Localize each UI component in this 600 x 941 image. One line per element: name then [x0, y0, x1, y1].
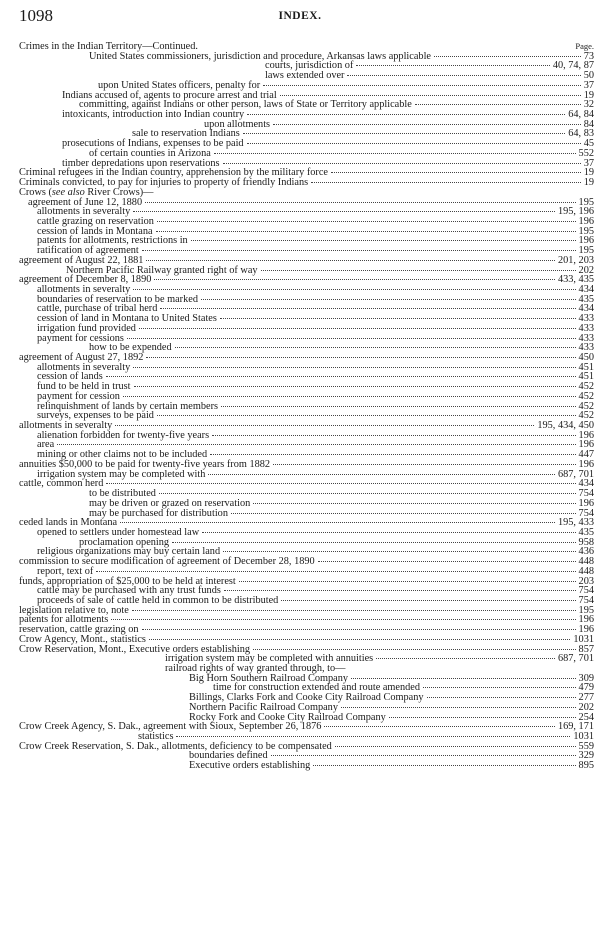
leader-dots	[115, 425, 534, 426]
leader-dots	[123, 396, 576, 397]
leader-dots	[208, 474, 555, 475]
entry-text: allotments in severalty	[37, 283, 131, 295]
leader-dots	[139, 328, 576, 329]
leader-dots	[271, 755, 576, 756]
leader-dots	[172, 542, 575, 543]
entry-text: may be driven or grazed on reservation	[89, 497, 251, 509]
page-title: INDEX.	[278, 10, 322, 22]
leader-dots	[263, 85, 580, 86]
entry-text: Northern Pacific Railroad Company	[189, 701, 338, 713]
leader-dots	[224, 590, 576, 591]
leader-dots	[311, 182, 581, 183]
leader-dots	[202, 532, 575, 533]
leader-dots	[157, 221, 576, 222]
page-reference: 196	[578, 624, 594, 636]
page-reference: 195, 433	[557, 517, 594, 529]
page-reference: 434	[578, 303, 594, 315]
entry-text: cattle grazing on reservation	[37, 215, 154, 227]
page-reference: 452	[578, 381, 594, 393]
leader-dots	[156, 231, 576, 232]
entry-text: Rocky Fork and Cooke City Railroad Company	[189, 711, 386, 723]
entry-text: sale to reservation Indians	[132, 128, 240, 140]
leader-dots	[212, 435, 575, 436]
page-reference: 451	[578, 361, 594, 373]
leader-dots	[221, 406, 576, 407]
entry-text: cattle may be purchased with any trust funds	[37, 585, 221, 597]
page-reference: 196	[578, 497, 594, 509]
index-entry	[19, 557, 594, 567]
page-reference: 19	[583, 89, 594, 101]
page-reference: 448	[578, 556, 594, 568]
page-reference: 277	[578, 692, 594, 704]
entry-text: surveys, expenses to be paid	[37, 410, 154, 422]
leader-dots	[247, 114, 565, 115]
page-reference: 1031	[573, 633, 594, 645]
page-reference: 754	[578, 585, 594, 597]
page-reference: 435	[578, 526, 594, 538]
index-entry	[19, 470, 594, 480]
entry-text: religious organizations may buy certain land	[37, 546, 221, 558]
leader-dots	[223, 163, 581, 164]
leader-dots	[231, 513, 576, 514]
page-reference: 202	[578, 701, 594, 713]
entry-text: courts, jurisdiction of	[265, 60, 354, 72]
entry-text: how to be expended	[89, 342, 172, 354]
entry-text: Criminals convicted, to pay for injuries to property of friendly Indians	[19, 177, 309, 189]
page-reference: 195	[578, 225, 594, 237]
page-reference: 73	[583, 50, 594, 62]
entry-text: upon allotments	[204, 118, 271, 130]
page-reference: 195, 196	[557, 206, 594, 218]
page-reference: 196	[578, 429, 594, 441]
page-reference: 202	[578, 264, 594, 276]
entry-text: may be purchased for distribution	[89, 507, 228, 519]
leader-dots	[210, 454, 575, 455]
leader-dots	[157, 415, 576, 416]
entry-text: annuities $50,000 to be paid for twenty-five years from 1882	[19, 458, 271, 470]
entry-text: alienation forbidden for twenty-five years	[37, 429, 210, 441]
leader-dots	[201, 299, 576, 300]
leader-dots	[273, 124, 581, 125]
index-entry	[19, 431, 594, 441]
leader-dots	[133, 367, 575, 368]
index-entry	[19, 722, 594, 732]
entry-text: reservation, cattle grazing on	[19, 624, 139, 636]
leader-dots	[261, 270, 576, 271]
leader-dots	[106, 376, 576, 377]
entry-text: irrigation system may be completed with annuities	[165, 653, 374, 665]
leader-dots	[134, 386, 576, 387]
entry-text: committing, against Indians or other person, laws of State or Territory applicable	[79, 99, 412, 111]
leader-dots	[427, 697, 576, 698]
entry-text: funds, appropriation of $25,000 to be held at interest	[19, 575, 236, 587]
page-reference: 64, 84	[568, 109, 594, 121]
entry-text: Crow Creek Agency, S. Dak., agreement with Sioux, September 26, 1876	[19, 721, 322, 733]
entry-text: ceded lands in Montana	[19, 517, 118, 529]
entry-text: cattle, common herd	[19, 478, 104, 490]
page-reference: 19	[583, 167, 594, 179]
page-reference: 433	[578, 332, 594, 344]
page-reference: 195	[578, 604, 594, 616]
entry-text: payment for cessions	[37, 332, 124, 344]
entry-text: railroad rights of way granted through, to—	[165, 663, 346, 674]
entry-text: legislation relative to, note	[19, 604, 129, 616]
leader-dots	[223, 551, 575, 552]
entry-text: agreement of June 12, 1880	[28, 196, 143, 208]
entry-text: Executive orders establishing	[189, 760, 311, 772]
leader-dots	[243, 133, 565, 134]
leader-dots	[351, 678, 576, 679]
leader-dots	[133, 289, 575, 290]
entry-text: allotments in severalty	[37, 206, 131, 218]
leader-dots	[313, 765, 575, 766]
index-entry	[19, 120, 594, 130]
page-reference: 436	[578, 546, 594, 558]
entry-text: timber depredations upon reservations	[62, 157, 220, 169]
entry-text: proceeds of sale of cattle held in common to be distributed	[37, 594, 279, 606]
entry-text: cattle, purchase of tribal herd	[37, 303, 158, 315]
page-number: 1098	[19, 6, 53, 25]
index-entry	[19, 363, 594, 373]
entry-text: boundaries of reservation to be marked	[37, 293, 198, 305]
entry-text: Crow Reservation, Mont., Executive orders establishing	[19, 643, 251, 655]
page-reference: 687, 701	[557, 468, 594, 480]
entry-text: Crow Creek Reservation, S. Dak., allotments, deficiency to be compensated	[19, 740, 332, 752]
entry-text: agreement of August 22, 1881	[19, 254, 144, 266]
page-reference: 433, 435	[557, 274, 594, 286]
leader-dots	[176, 736, 570, 737]
entry-text: Big Horn Southern Railroad Company	[189, 672, 349, 684]
page-reference: 450	[578, 352, 594, 363]
leader-dots	[96, 571, 575, 572]
entry-text: Northern Pacific Railway granted right of way	[66, 264, 258, 276]
page-reference: 195	[578, 245, 594, 257]
leader-dots	[318, 561, 576, 562]
entry-text: report, text of	[37, 565, 94, 577]
page-reference: 857	[578, 643, 594, 655]
entry-text: boundaries defined	[189, 750, 268, 762]
entry-text: of certain counties in Arizona	[89, 147, 211, 159]
leader-dots	[149, 639, 571, 640]
page-reference: 196	[578, 439, 594, 451]
entry-text: relinquishment of lands by certain members	[37, 400, 219, 412]
entry-text: proclamation opening	[79, 536, 170, 548]
page-reference: 254	[578, 711, 594, 723]
page-reference: 19	[583, 177, 594, 189]
entry-text: payment for cession	[37, 390, 120, 402]
page-reference: 448	[578, 565, 594, 577]
entry-text: statistics	[138, 731, 174, 743]
entry-text: Indians accused of, agents to procure arrest and trial	[62, 89, 277, 101]
entry-text: opened to settlers under homestead law	[37, 526, 200, 538]
entry-text: laws extended over	[265, 70, 345, 82]
leader-dots	[376, 658, 555, 659]
page-reference: 434	[578, 283, 594, 295]
entry-text: Crows (see also River Crows)—	[19, 186, 154, 198]
page-reference: 196	[578, 235, 594, 247]
page-reference: 196	[578, 458, 594, 470]
leader-dots	[133, 211, 555, 212]
leader-dots	[132, 610, 576, 611]
leader-dots	[142, 629, 576, 630]
page-reference: 201, 203	[557, 254, 594, 266]
page-reference: 84	[583, 118, 594, 130]
entry-text: ratification of agreement	[37, 245, 139, 257]
page-reference: 754	[578, 488, 594, 500]
leader-dots	[146, 357, 575, 358]
leader-dots	[154, 279, 555, 280]
page-reference: 433	[578, 322, 594, 334]
page-reference: 329	[578, 750, 594, 762]
entry-text: fund to be held in trust	[37, 381, 131, 393]
index-entries	[19, 42, 594, 771]
page-reference: 451	[578, 371, 594, 383]
leader-dots	[57, 444, 575, 445]
page-reference: 452	[578, 410, 594, 422]
entry-text: cession of lands	[37, 371, 103, 383]
leader-dots	[423, 687, 576, 688]
leader-dots	[356, 65, 549, 66]
leader-dots	[146, 260, 555, 261]
entry-text: Crow Agency, Mont., statistics	[19, 633, 146, 645]
page-reference: 32	[583, 99, 594, 111]
page-reference: 64, 83	[568, 128, 594, 140]
leader-dots	[341, 707, 576, 708]
page-reference: 433	[578, 313, 594, 325]
entry-text: agreement of December 8, 1890	[19, 274, 152, 286]
entry-text: patents for allotments	[19, 614, 109, 626]
leader-dots	[239, 581, 576, 582]
entry-text: area	[37, 439, 55, 451]
leader-dots	[191, 240, 576, 241]
leader-dots	[175, 347, 576, 348]
leader-dots	[214, 153, 576, 154]
entry-text: upon United States officers, penalty for	[98, 79, 261, 91]
entry-text: cession of lands in Montana	[37, 225, 153, 237]
page-reference: 50	[583, 70, 594, 82]
leader-dots	[434, 56, 581, 57]
leader-dots	[273, 464, 575, 465]
entry-text: mining or other claims not to be included	[37, 449, 208, 461]
leader-dots	[280, 95, 581, 96]
page-reference: 754	[578, 594, 594, 606]
page-reference: 958	[578, 536, 594, 548]
page-reference: 196	[578, 215, 594, 227]
entry-text: time for construction extended and route amended	[213, 682, 421, 694]
leader-dots	[324, 726, 554, 727]
leader-dots	[142, 250, 576, 251]
index-entry	[19, 742, 594, 752]
index-entry	[19, 110, 594, 120]
page-reference: 309	[578, 672, 594, 684]
leader-dots	[159, 493, 576, 494]
entry-text: commission to secure modification of agreement of December 28, 1890	[19, 556, 315, 568]
entry-text: United States commissioners, jurisdiction and procedure, Arkansas laws applicable	[89, 50, 432, 62]
page-header	[0, 6, 600, 28]
page-reference: 433	[578, 342, 594, 354]
entry-text: cession of land in Montana to United States	[37, 313, 217, 325]
entry-text: Crimes in the Indian Territory—Continued.	[19, 41, 198, 52]
page-reference: 434	[578, 478, 594, 490]
leader-dots	[111, 619, 575, 620]
page-reference: 559	[578, 740, 594, 752]
entry-text: agreement of August 27, 1892	[19, 352, 144, 363]
leader-dots	[415, 104, 581, 105]
entry-text: to be distributed	[89, 488, 156, 500]
leader-dots	[335, 746, 576, 747]
leader-dots	[160, 308, 575, 309]
entry-text: patents for allotments, restrictions in	[37, 235, 188, 247]
page-reference: 195	[578, 196, 594, 208]
page-reference: Page.	[575, 41, 594, 51]
page-reference: 37	[583, 79, 594, 91]
entry-text: intoxicants, introduction into Indian country	[62, 109, 245, 121]
page-reference: 479	[578, 682, 594, 694]
page-reference: 45	[583, 138, 594, 150]
leader-dots	[120, 522, 555, 523]
page-reference: 1031	[573, 731, 594, 743]
page-reference: 195, 434, 450	[537, 420, 594, 432]
page-reference: 40, 74, 87	[552, 60, 594, 72]
entry-text: allotments in severalty	[37, 361, 131, 373]
leader-dots	[389, 717, 576, 718]
entry-text: irrigation fund provided	[37, 322, 136, 334]
page-reference: 687, 701	[557, 653, 594, 665]
leader-dots	[145, 202, 575, 203]
page-reference: 754	[578, 507, 594, 519]
entry-text: Billings, Clarks Fork and Cooke City Railroad Company	[189, 692, 424, 704]
page-reference: 447	[578, 449, 594, 461]
page-reference: 435	[578, 293, 594, 305]
leader-dots	[347, 75, 580, 76]
entry-text: prosecutions of Indians, expenses to be paid	[62, 138, 244, 150]
leader-dots	[247, 143, 581, 144]
page-reference: 196	[578, 614, 594, 626]
page-reference: 37	[583, 157, 594, 169]
index-entry	[19, 761, 594, 771]
leader-dots	[106, 483, 575, 484]
page-reference: 203	[578, 575, 594, 587]
entry-text: Criminal refugees in the Indian country, apprehension by the military force	[19, 167, 328, 179]
leader-dots	[253, 649, 575, 650]
page-reference: 452	[578, 400, 594, 412]
leader-dots	[127, 338, 576, 339]
page-reference: 452	[578, 390, 594, 402]
leader-dots	[253, 503, 575, 504]
page-reference: 552	[578, 147, 594, 159]
leader-dots	[220, 318, 576, 319]
entry-text: allotments in severalty	[19, 420, 113, 432]
leader-dots	[281, 600, 575, 601]
entry-text: irrigation system may be completed with	[37, 468, 206, 480]
page-reference: 169, 171	[557, 721, 594, 733]
page-reference: 895	[578, 760, 594, 772]
leader-dots	[331, 172, 581, 173]
